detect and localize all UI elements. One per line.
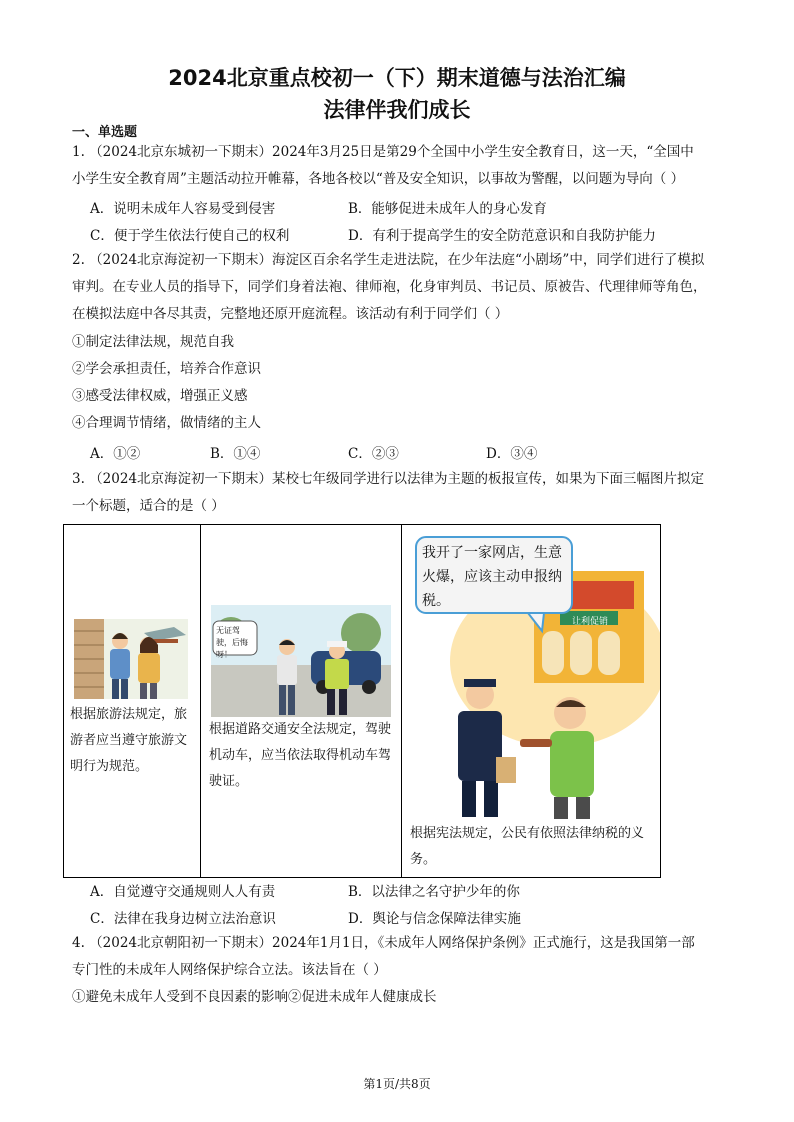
document-subtitle: 法律伴我们成长 [323,98,471,122]
q1-option-c: C．便于学生依法行使自己的权利 [90,228,290,244]
q3-option-b: B．以法律之名守护少年的你 [348,884,520,900]
q1-stem-line1: 1. （2024北京东城初一下期末）2024年3月25日是第29个全国中小学生安全教育日，这一天，“全国中 [72,144,694,160]
q4-stem-line2: 专门性的未成年人网络保护综合立法。该法旨在（ ） [72,962,387,978]
page-footer: 第1页/共8页 [363,1077,431,1091]
q2-statement-2: ②学会承担责任，培养合作意识 [72,361,261,377]
q2-statement-4: ④合理调节情绪，做情绪的主人 [72,415,261,431]
q3-caption-3: 根据宪法规定，公民有依照法律纳税的义务。 [410,826,645,867]
q1-option-a: A．说明未成年人容易受到侵害 [90,201,276,217]
q3-caption-1: 根据旅游法规定，旅游者应当遵守旅游文明行为规范。 [70,707,188,774]
q4-statement-line: ①避免未成年人受到不良因素的影响②促进未成年人健康成长 [72,989,437,1005]
q2-statement-3: ③感受法律权威，增强正义感 [72,388,248,404]
q3-option-d: D．舆论与信念保障法律实施 [348,911,521,927]
q1-option-b: B．能够促进未成年人的身心发育 [348,201,547,217]
q3-picture-cell-2 [201,525,402,878]
q3-picture-table [63,524,661,878]
q3-picture-cell-3 [402,525,661,878]
q2-option-b: B．①④ [210,446,261,462]
document-title: 2024北京重点校初一（下）期末道德与法治汇编 [168,66,626,90]
q2-option-a: A．①② [90,446,141,462]
q3-caption-2: 根据道路交通安全法规定，驾驶机动车，应当依法取得机动车驾驶证。 [209,722,392,789]
tourists-illustration [74,619,188,699]
speech-bubble-2: 无证驾驶，后悔呀！ [216,626,248,659]
q3-option-c: C．法律在我身边树立法治意识 [90,911,276,927]
q4-stem-line1: 4. （2024北京朝阳初一下期末）2024年1月1日，《未成年人网络保护条例》正式施行，这是我国第一部 [72,935,695,951]
q2-stem-line2: 审判。在专业人员的指导下，同学们身着法袍、律师袍，化身审判员、书记员、原被告、代理律师等角色， [72,279,707,295]
q2-option-c: C．②③ [348,446,399,462]
q2-option-d: D．③④ [486,446,538,462]
q2-stem-line1: 2. （2024北京海淀初一下期末）海淀区百余名学生走进法院，在少年法庭“小剧场”中，同学们进行了模拟 [72,252,705,268]
speech-bubble-3: 我开了一家网店，生意火爆，应该主动申报纳税。 [422,545,562,609]
q3-option-a: A．自觉遵守交通规则人人有责 [90,884,276,900]
q2-stem-line3: 在模拟法庭中各尽其责，完整地还原开庭流程。该活动有利于同学们（ ） [72,306,509,322]
traffic-police-illustration [211,605,391,717]
q3-picture-cell-1 [64,525,201,878]
q1-stem-line2: 小学生安全教育周”主题活动拉开帷幕，各地各校以“普及安全知识，以事故为警醒，以问题为导向（ ） [72,171,685,187]
q3-stem-line1: 3. （2024北京海淀初一下期末）某校七年级同学进行以法律为主题的板报宣传，如果为下面三幅图片拟定 [72,471,705,487]
q3-stem-line2: 一个标题，适合的是（ ） [72,498,225,514]
q1-option-d: D．有利于提高学生的安全防范意识和自我防护能力 [348,228,656,244]
section-heading: 一、单选题 [72,125,138,140]
q2-statement-1: ①制定法律法规，规范自我 [72,334,234,350]
shop-sign: 让利促销 [571,617,608,627]
